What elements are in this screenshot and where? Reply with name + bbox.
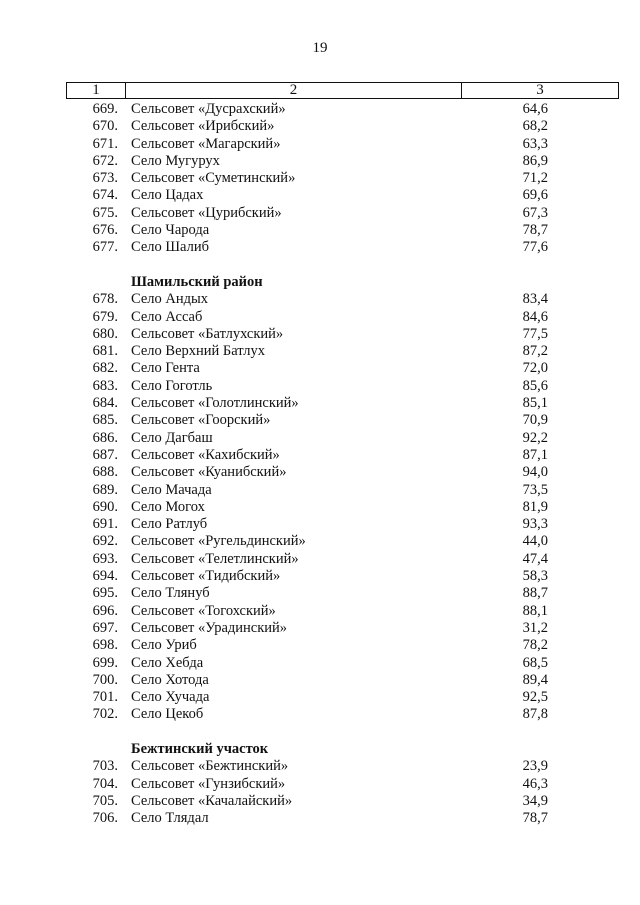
row-name: Село Тлядал (131, 810, 209, 827)
row-number: 705. (92, 792, 118, 809)
row-name: Сельсовет «Суметинский» (131, 170, 296, 187)
row-number: 673. (92, 170, 118, 187)
row-name: Село Мугурух (131, 152, 220, 169)
row-number: 697. (92, 619, 118, 636)
row-value: 64,6 (522, 101, 548, 117)
row-number: 675. (92, 204, 118, 221)
row-number: 696. (92, 602, 118, 619)
row-value: 87,1 (522, 446, 548, 463)
row-name: Село Чарода (131, 222, 210, 239)
table-row (0, 395, 640, 412)
table-row (0, 706, 640, 723)
table-row (0, 412, 640, 429)
row-number: 679. (92, 308, 118, 325)
row-number: 694. (92, 568, 118, 585)
table-header (66, 82, 619, 99)
row-value: 31,2 (522, 619, 548, 636)
row-name: Село Могох (131, 498, 205, 515)
row-value: 88,1 (522, 602, 548, 619)
table-row (0, 585, 640, 602)
row-name: Сельсовет «Гоорский» (131, 412, 271, 429)
row-name: Село Хотода (131, 671, 209, 688)
row-value: 58,3 (522, 568, 548, 585)
row-name: Село Мачада (131, 481, 212, 498)
table-row (0, 810, 640, 827)
section-heading (0, 741, 640, 758)
table-row (0, 568, 640, 585)
row-name: Сельсовет «Голотлинский» (131, 395, 299, 412)
table-row (0, 482, 640, 499)
table-row (0, 533, 640, 550)
table-row (0, 205, 640, 222)
table-row (0, 378, 640, 395)
row-value: 67,3 (522, 204, 548, 221)
section-heading-text: Шамильский район (131, 273, 263, 290)
row-name: Сельсовет «Бежтинский» (131, 758, 289, 775)
row-name: Село Верхний Батлух (131, 343, 266, 360)
row-name: Сельсовет «Дусрахский» (131, 101, 286, 117)
row-name: Село Гента (131, 360, 200, 377)
table-row (0, 430, 640, 447)
table-row (0, 187, 640, 204)
row-value: 71,2 (522, 170, 548, 187)
table-row (0, 620, 640, 637)
row-value: 92,5 (522, 689, 548, 706)
table-row (0, 136, 640, 153)
row-value: 89,4 (522, 671, 548, 688)
row-name: Село Тлянуб (131, 585, 210, 602)
table-row (0, 118, 640, 135)
row-name: Село Цекоб (131, 706, 204, 723)
row-value: 83,4 (522, 291, 548, 308)
row-name: Село Ратлуб (131, 516, 208, 533)
row-name: Сельсовет «Батлухский» (131, 325, 284, 342)
row-value: 85,6 (522, 377, 548, 394)
table-row (0, 343, 640, 360)
row-number: 693. (92, 550, 118, 567)
row-name: Село Андых (131, 291, 208, 308)
table-row (0, 499, 640, 516)
row-number: 706. (92, 810, 118, 827)
row-value: 77,5 (522, 325, 548, 342)
spacer-row (0, 257, 640, 274)
table-row (0, 464, 640, 481)
row-name: Село Дагбаш (131, 429, 213, 446)
row-number: 690. (92, 498, 118, 515)
table-row (0, 758, 640, 775)
row-value: 46,3 (522, 775, 548, 792)
table-row (0, 360, 640, 377)
row-name: Сельсовет «Качалайский» (131, 792, 293, 809)
table-row (0, 222, 640, 239)
row-number: 684. (92, 395, 118, 412)
table-row (0, 776, 640, 793)
table-row (0, 239, 640, 256)
row-value: 94,0 (522, 464, 548, 481)
row-value: 23,9 (522, 758, 548, 775)
row-value: 84,6 (522, 308, 548, 325)
row-value: 68,5 (522, 654, 548, 671)
row-number: 695. (92, 585, 118, 602)
row-value: 70,9 (522, 412, 548, 429)
row-value: 78,2 (522, 637, 548, 654)
spacer-row (0, 724, 640, 741)
row-number: 669. (92, 101, 118, 117)
row-value: 72,0 (522, 360, 548, 377)
row-name: Сельсовет «Куанибский» (131, 464, 287, 481)
row-name: Сельсовет «Ирибский» (131, 118, 275, 135)
row-number: 678. (92, 291, 118, 308)
row-value: 87,2 (522, 343, 548, 360)
row-number: 685. (92, 412, 118, 429)
header-col-2: 2 (126, 83, 462, 98)
row-name: Сельсовет «Магарский» (131, 135, 281, 152)
row-number: 692. (92, 533, 118, 550)
row-name: Село Шалиб (131, 239, 209, 256)
row-number: 701. (92, 689, 118, 706)
row-value: 88,7 (522, 585, 548, 602)
row-number: 682. (92, 360, 118, 377)
section-heading (0, 274, 640, 291)
row-value: 78,7 (522, 222, 548, 239)
row-number: 674. (92, 187, 118, 204)
row-number: 691. (92, 516, 118, 533)
row-value: 87,8 (522, 706, 548, 723)
table-row (0, 170, 640, 187)
row-value: 85,1 (522, 395, 548, 412)
row-value: 77,6 (522, 239, 548, 256)
row-name: Сельсовет «Цурибский» (131, 204, 282, 221)
table-row (0, 326, 640, 343)
row-number: 681. (92, 343, 118, 360)
row-name: Село Уриб (131, 637, 197, 654)
row-name: Село Ассаб (131, 308, 203, 325)
row-number: 680. (92, 325, 118, 342)
row-name: Сельсовет «Тидибский» (131, 568, 281, 585)
table-row (0, 672, 640, 689)
row-name: Сельсовет «Тогохский» (131, 602, 276, 619)
row-number: 702. (92, 706, 118, 723)
row-number: 689. (92, 481, 118, 498)
row-number: 703. (92, 758, 118, 775)
row-name: Село Цадах (131, 187, 204, 204)
page-number: 19 (312, 40, 328, 56)
row-number: 698. (92, 637, 118, 654)
table-row (0, 153, 640, 170)
row-name: Сельсовет «Урадинский» (131, 619, 288, 636)
row-number: 699. (92, 654, 118, 671)
table-row (0, 516, 640, 533)
table-row (0, 603, 640, 620)
header-col-3: 3 (536, 82, 544, 98)
row-number: 700. (92, 671, 118, 688)
row-value: 93,3 (522, 516, 548, 533)
row-name: Сельсовет «Кахибский» (131, 446, 280, 463)
table-row (0, 655, 640, 672)
row-number: 677. (92, 239, 118, 256)
row-name: Сельсовет «Ругельдинский» (131, 533, 306, 550)
row-value: 86,9 (522, 152, 548, 169)
table-row (0, 637, 640, 654)
row-number: 672. (92, 152, 118, 169)
row-value: 73,5 (522, 481, 548, 498)
table-row (0, 689, 640, 706)
row-name: Сельсовет «Гунзибский» (131, 775, 286, 792)
row-value: 63,3 (522, 135, 548, 152)
row-name: Сельсовет «Телетлинский» (131, 550, 299, 567)
row-name: Село Хучада (131, 689, 210, 706)
table-body (0, 101, 640, 827)
table-row (0, 291, 640, 308)
header-col-1: 1 (67, 83, 126, 98)
row-number: 683. (92, 377, 118, 394)
table-row (0, 101, 640, 118)
row-value: 34,9 (522, 792, 548, 809)
table-row (0, 447, 640, 464)
row-value: 44,0 (522, 533, 548, 550)
row-number: 670. (92, 118, 118, 135)
row-number: 688. (92, 464, 118, 481)
row-name: Село Гоготль (131, 377, 213, 394)
row-value: 68,2 (522, 118, 548, 135)
row-number: 676. (92, 222, 118, 239)
row-value: 47,4 (522, 550, 548, 567)
row-number: 671. (92, 135, 118, 152)
row-name: Село Хебда (131, 654, 204, 671)
table-row (0, 309, 640, 326)
row-value: 69,6 (522, 187, 548, 204)
row-value: 92,2 (522, 429, 548, 446)
table-row (0, 793, 640, 810)
row-number: 704. (92, 775, 118, 792)
row-number: 687. (92, 446, 118, 463)
row-value: 81,9 (522, 498, 548, 515)
row-number: 686. (92, 429, 118, 446)
section-heading-text: Бежтинский участок (131, 740, 269, 757)
row-value: 78,7 (522, 810, 548, 827)
table-row (0, 551, 640, 568)
